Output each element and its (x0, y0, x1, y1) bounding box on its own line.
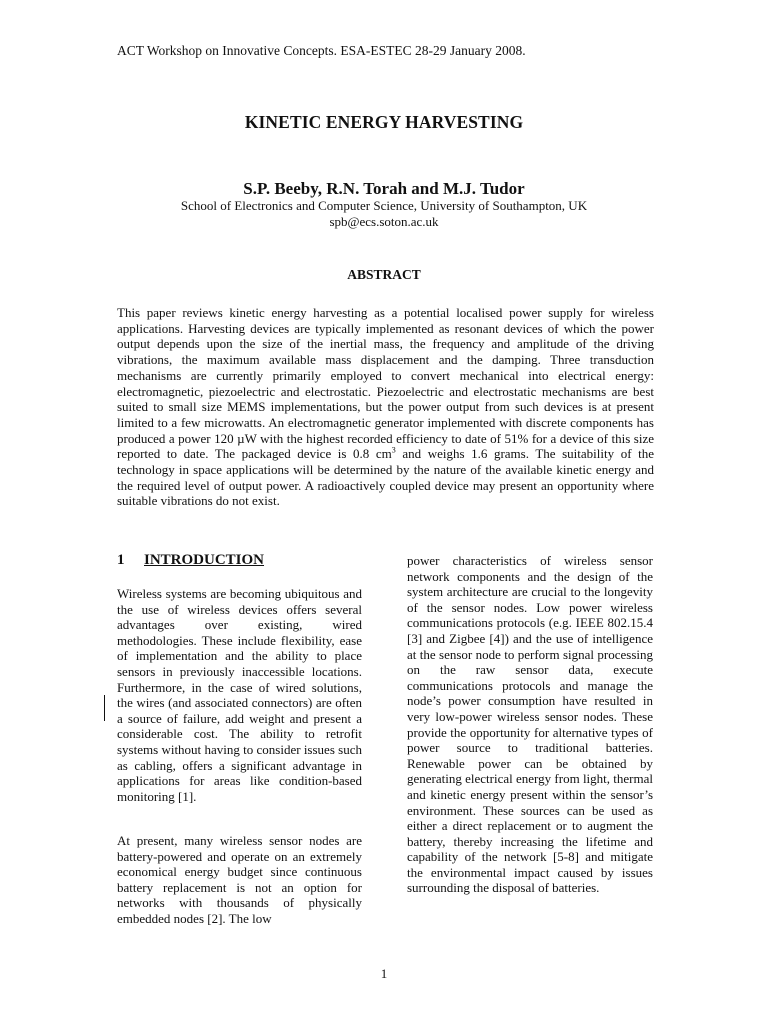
body-paragraph: power characteristics of wireless sensor network components and the design of the system architecture are crucial to the longevity of the sensor nodes. Low power wireless communications protocols (e.g. IEEE 802.15.4 [3] and Zigbee [4]) and the use of intelligence at the sensor node to perform signal processing on the raw sensor data, execute communications protocols and manage the node’s power consumption have resulted in very low-power wireless sensor nodes. These provide the opportunity for alternative types of power source to traditional batteries. Renewable power can be obtained by generating electrical energy from light, thermal and kinetic energy present within the sensor’s environment. These sources can be used as either a direct replacement or to augment the battery, thereby increasing the lifetime and capability of the network [5-8] and mitigate the environmental impact caused by issues surrounding the disposal of batteries. (407, 553, 653, 896)
paper-title: KINETIC ENERGY HARVESTING (244, 112, 524, 132)
page-number: 1 (380, 966, 388, 981)
abstract-text-part-1: This paper reviews kinetic energy harvesting as a potential localised power supply for wireless applications. Harvesting devices are typically implemented as resonant devices of which the power output depends upon the size of the inertial mass, the frequency and amplitude of the driving vibrations, the maximum available mass displacement and the damping. Three transduction mechanisms are currently primarily employed to convert mechanical into electrical energy: electromagnetic, piezoelectric and electrostatic. Piezoelectric and electrostatic mechanisms are best suited to small size MEMS implementations, but the power output from such devices is at present limited to a few microwatts. An electromagnetic generator implemented with discrete components has produced a power 120 µW with the highest recorded efficiency to date of 51% for a device of this size reported to date. The packaged device is 0.8 cm (117, 305, 654, 462)
abstract-text-part-2: and weighs 1.6 grams. The suitability of the technology in space applications will be determined by the nature of the available kinetic energy and the required level of output power. A radioactively coupled device may present an opportunity where suitable vibrations do not exist. (117, 446, 655, 509)
section-number: 1 (117, 552, 125, 568)
cubic-superscript: 3 (391, 446, 396, 455)
affiliation: School of Electronics and Computer Science, University of Southampton, UK (180, 198, 588, 213)
body-paragraph: Wireless systems are becoming ubiquitous and the use of wireless devices offers several advantages over existing, wired methodologies. These include flexibility, ease of implementation and the ability to place sensors in previously inaccessible locations. Furthermore, in the case of wired solutions, the wires (and associated connectors) are often a source of failure, add weight and present a considerable cost. The ability to retrofit systems without having to consider issues such as cabling, offers a significant advantage in applications for areas like condition-based monitoring [1]. (117, 586, 362, 804)
abstract-heading: ABSTRACT (347, 267, 421, 282)
author-list: S.P. Beeby, R.N. Torah and M.J. Tudor (243, 179, 525, 198)
left-column-paragraph-1 (117, 586, 362, 804)
right-column-paragraph (407, 553, 653, 896)
abstract-text (117, 305, 654, 509)
body-paragraph: At present, many wireless sensor nodes are battery-powered and operate on an extremely economical energy budget since continuous battery replacement is not an option for networks with thousands of physically embedded nodes [2]. The low (117, 833, 362, 926)
left-column-paragraph-2 (117, 833, 362, 927)
section-title: INTRODUCTION (144, 552, 265, 568)
section-heading-introduction (117, 550, 367, 570)
author-email: spb@ecs.soton.ac.uk (329, 214, 439, 229)
running-head: ACT Workshop on Innovative Concepts. ESA-ESTEC 28-29 January 2008. (117, 43, 526, 58)
revision-bar (104, 695, 105, 721)
